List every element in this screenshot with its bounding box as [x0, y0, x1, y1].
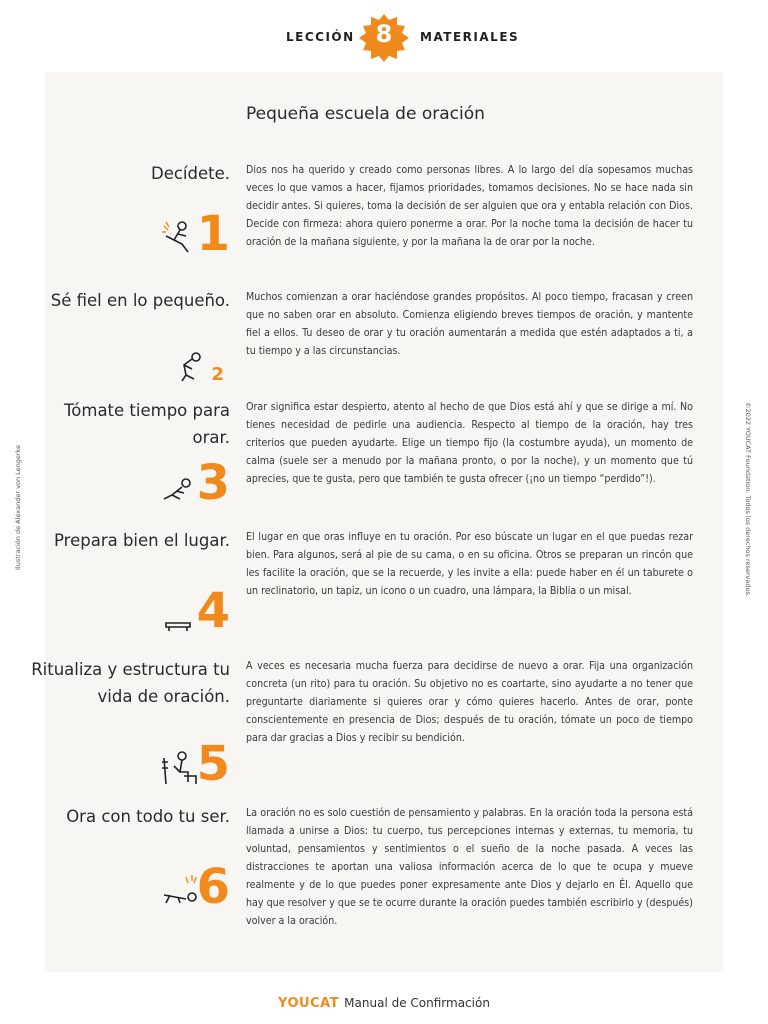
footer-subtitle: Manual de Confirmación: [344, 996, 490, 1010]
step-number: 1: [196, 206, 230, 262]
section-body: Muchos comienzan a orar haciéndose grandes propósitos. Al poco tiempo, fracasan y creen que no saben orar en absoluto. Comienza eligiendo breves tiempos de oración, y mantente fiel a ellos. Tu deseo de orar y tu oración aumentarán a medida que estén adaptados a ti, a tu tiempo y a las circunstancias.: [246, 291, 693, 357]
footer-brand: YOUCAT: [278, 996, 340, 1011]
section-heading: Tómate tiempo para orar.: [64, 401, 230, 447]
section-heading: Sé fiel en lo pequeño.: [50, 291, 230, 310]
page-header: [0, 14, 768, 62]
copyright-text: ©2022 YOUCAT Foundation. Todos los derechos reservados.: [744, 402, 752, 597]
section-body: El lugar en que oras influye en tu oración. Por eso búscate un lugar en el que puedas rezar bien. Para algunos, será al pie de su cama, o en su oficina. Otros se preparan un rincón que les facilite la oración, que se la recuerde, y les invite a ella: puede haber en él un taburete o un reclinatorio, un tapiz, un icono o un cuadro, una lámpara, la Biblia o un misal.: [246, 531, 693, 597]
prayer-stool-icon: [160, 593, 198, 633]
person-bowing-icon: [174, 345, 212, 385]
section-heading: Decídete.: [150, 164, 230, 183]
page-title: Pequeña escuela de oración: [246, 104, 485, 124]
section-figure: [160, 859, 230, 915]
section-body: Orar significa estar despierto, atento al hecho de que Dios está ahí y que se dirige a mí. No tienes necesidad de pedirle una audiencia. Respecto al tiempo de la oración, hay tres criterios que pueden ayudarte. Elige un tiempo fijo (la costumbre ayuda), un momento de calma (suele ser a menudo por la mañana pronto, o por la noche), y un momento que tú aprecies, que te gusta, pero que también te gusta ofrecer (¡no un tiempo “perdido”!).: [246, 401, 693, 485]
step-number: 6: [196, 859, 230, 915]
step-number: 3: [196, 455, 230, 511]
lesson-number: 8: [375, 20, 393, 48]
step-number: 4: [196, 583, 230, 639]
section-figure: [160, 455, 230, 511]
section-body: La oración no es solo cuestión de pensamiento y palabras. En la oración toda la persona está llamada a unirse a Dios: tu cuerpo, tus percepciones internas y externas, tu memoria, tu voluntad, pensamientos y sentimientos o el sueño de la noche pasada. A veces las distracciones te aportan una valiosa información acerca de lo que te ocupa y mueve realmente y de lo que puedes poner expresamente ante Dios y dejarlo en Él. Aquello que hay que resolver y que se te ocurre durante la oración puedes también escribirlo y (después) volver a la oración.: [246, 807, 693, 927]
section-body: Dios nos ha querido y creado como personas libres. A lo largo del día sopesamos muchas veces lo que vamos a hacer, fijamos prioridades, tomamos decisiones. No se hace nada sin decidir antes. Si quieres, toma la decisión de ser alguien que ora y entabla relación con Dios. Decide con firmeza: ahora quiero ponerme a orar. Por la noche toma la decisión de hacer tu oración de la mañana siguiente, y por la mañana la de orar por la noche.: [246, 164, 693, 248]
person-reclining-icon: [160, 465, 198, 505]
person-prostrate-icon: [160, 869, 198, 909]
section-body: A veces es necesaria mucha fuerza para decidirse de nuevo a orar. Fija una organización concreta (un rito) para tu oración. Su objetivo no es coartarte, sino ayudarte a no tener que preguntarte diariamente si quieres orar y cómo quieres hacerlo. Antes de orar, ponte conscientemente en presencia de Dios; después de tu oración, tómate un poco de tiempo para dar gracias a Dios y recibir su bendición.: [246, 660, 693, 744]
person-seated-icon: [160, 746, 198, 786]
step-number: 5: [196, 736, 230, 792]
section-figure: [160, 583, 230, 639]
person-kneeling-icon: [160, 216, 198, 256]
lesson-badge: [359, 14, 409, 62]
step-number: 2: [211, 364, 224, 385]
page-footer: [0, 992, 768, 1011]
section-heading: Ritualiza y estructura tu vida de oración.: [31, 660, 230, 706]
section-figure: [160, 206, 230, 262]
materials-label: MATERIALES: [420, 30, 520, 44]
section-figure: [160, 736, 230, 792]
section-heading: Prepara bien el lugar.: [54, 531, 230, 550]
lesson-label: LECCIÓN: [286, 30, 355, 44]
section-figure: [160, 335, 230, 391]
section-heading: Ora con todo tu ser.: [66, 807, 230, 826]
illustration-credit-text: Ilustración de Alexander von Lengerke: [14, 444, 22, 570]
